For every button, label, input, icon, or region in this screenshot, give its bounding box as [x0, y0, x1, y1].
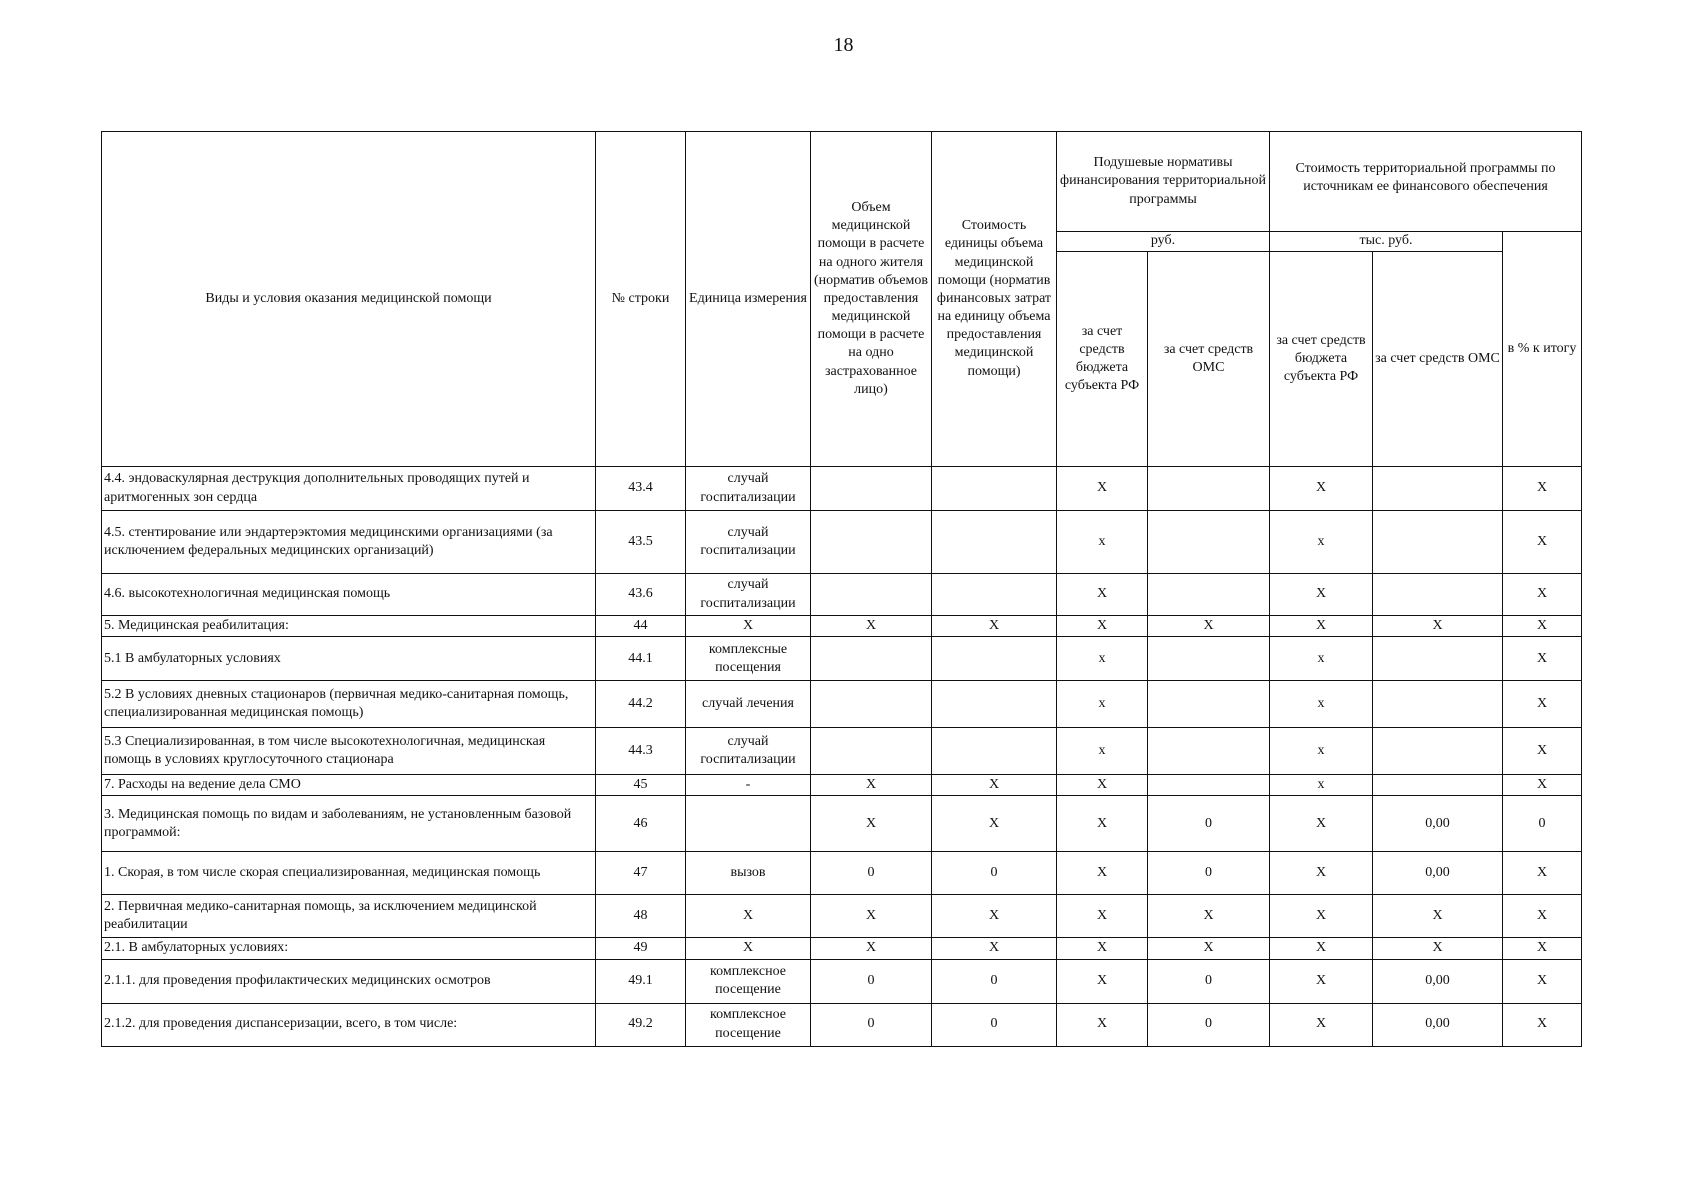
cell-unit: X [686, 895, 811, 938]
header-per-capita-oms: за счет средств ОМС [1148, 252, 1270, 467]
table-row [102, 728, 1582, 775]
cell-tp-oms: 0,00 [1373, 1003, 1503, 1046]
cell-pc-budget: X [1057, 574, 1148, 616]
cell-tp-budget: x [1270, 681, 1373, 728]
cell-cost: X [932, 938, 1057, 959]
cell-percent: X [1503, 574, 1582, 616]
cell-pc-budget: X [1057, 467, 1148, 511]
header-program-budget: за счет средств бюджета субъекта РФ [1270, 252, 1373, 467]
cell-pc-oms [1148, 728, 1270, 775]
header-cost-per-unit: Стоимость единицы объема медицинской помощи (норматив финансовых затрат на единицу объема предоставления медицинской помощи) [932, 132, 1057, 467]
cell-tp-budget: x [1270, 511, 1373, 574]
cell-cost: 0 [932, 852, 1057, 895]
cell-unit: комплексное посещение [686, 959, 811, 1003]
header-program-cost-group: Стоимость территориальной программы по источникам ее финансового обеспечения [1270, 132, 1582, 232]
cell-row-number: 47 [596, 852, 686, 895]
cell-tp-budget: x [1270, 637, 1373, 681]
header-percent-total: в % к итогу [1503, 232, 1582, 467]
header-unit: Единица измерения [686, 132, 811, 467]
cell-percent: X [1503, 775, 1582, 796]
cell-percent: X [1503, 681, 1582, 728]
table-row [102, 895, 1582, 938]
cell-pc-oms: X [1148, 616, 1270, 637]
cell-name: 2.1.1. для проведения профилактических медицинских осмотров [102, 959, 596, 1003]
header-thous-rub: тыс. руб. [1270, 232, 1503, 252]
table-row [102, 959, 1582, 1003]
cell-cost [932, 637, 1057, 681]
cell-tp-budget: X [1270, 895, 1373, 938]
cell-percent: X [1503, 637, 1582, 681]
cell-pc-budget: X [1057, 1003, 1148, 1046]
cell-pc-oms: X [1148, 938, 1270, 959]
cell-unit: - [686, 775, 811, 796]
header-row-number: № строки [596, 132, 686, 467]
header-per-capita-budget: за счет средств бюджета субъекта РФ [1057, 252, 1148, 467]
cell-name: 3. Медицинская помощь по видам и заболеваниям, не установленным базовой программой: [102, 796, 596, 852]
cell-name: 4.6. высокотехнологичная медицинская помощь [102, 574, 596, 616]
cell-unit: случай лечения [686, 681, 811, 728]
cell-cost [932, 574, 1057, 616]
cell-pc-budget: X [1057, 852, 1148, 895]
cell-pc-oms [1148, 467, 1270, 511]
cell-percent: X [1503, 728, 1582, 775]
header-per-capita-group: Подушевые нормативы финансирования территориальной программы [1057, 132, 1270, 232]
cell-volume [811, 681, 932, 728]
cell-pc-oms: 0 [1148, 1003, 1270, 1046]
cell-volume [811, 574, 932, 616]
cell-volume [811, 728, 932, 775]
cell-volume: X [811, 796, 932, 852]
cell-cost: 0 [932, 1003, 1057, 1046]
cell-name: 5. Медицинская реабилитация: [102, 616, 596, 637]
page-number: 18 [833, 34, 854, 56]
cell-pc-budget: X [1057, 796, 1148, 852]
cell-row-number: 48 [596, 895, 686, 938]
cell-tp-oms: 0,00 [1373, 959, 1503, 1003]
cell-name: 4.5. стентирование или эндартерэктомия медицинскими организациями (за исключением федеральных медицинских организаций) [102, 511, 596, 574]
cell-tp-oms: X [1373, 895, 1503, 938]
cell-pc-oms: 0 [1148, 959, 1270, 1003]
cell-tp-budget: X [1270, 574, 1373, 616]
cell-tp-oms: X [1373, 938, 1503, 959]
cell-cost: X [932, 616, 1057, 637]
cell-row-number: 44.3 [596, 728, 686, 775]
cell-name: 2. Первичная медико-санитарная помощь, за исключением медицинской реабилитации [102, 895, 596, 938]
cell-cost: X [932, 895, 1057, 938]
cell-volume: X [811, 616, 932, 637]
cell-name: 4.4. эндоваскулярная деструкция дополнительных проводящих путей и аритмогенных зон сердца [102, 467, 596, 511]
cell-unit: случай госпитализации [686, 511, 811, 574]
cell-name: 5.3 Специализированная, в том числе высокотехнологичная, медицинская помощь в условиях круглосуточного стационара [102, 728, 596, 775]
cell-unit: X [686, 938, 811, 959]
cell-row-number: 49.1 [596, 959, 686, 1003]
cell-unit: X [686, 616, 811, 637]
cell-row-number: 44.2 [596, 681, 686, 728]
cell-volume: 0 [811, 852, 932, 895]
cell-volume: 0 [811, 959, 932, 1003]
table-row [102, 467, 1582, 511]
cell-tp-budget: X [1270, 1003, 1373, 1046]
cell-volume: X [811, 895, 932, 938]
cell-name: 1. Скорая, в том числе скорая специализированная, медицинская помощь [102, 852, 596, 895]
cell-tp-oms: X [1373, 616, 1503, 637]
financing-table [101, 131, 1582, 1047]
cell-pc-budget: X [1057, 775, 1148, 796]
cell-row-number: 43.5 [596, 511, 686, 574]
cell-pc-oms [1148, 574, 1270, 616]
cell-tp-oms [1373, 574, 1503, 616]
cell-pc-budget: x [1057, 637, 1148, 681]
cell-pc-budget: x [1057, 681, 1148, 728]
cell-percent: X [1503, 616, 1582, 637]
cell-tp-oms: 0,00 [1373, 852, 1503, 895]
cell-unit [686, 796, 811, 852]
cell-unit: комплексное посещение [686, 1003, 811, 1046]
cell-cost: X [932, 796, 1057, 852]
cell-pc-budget: x [1057, 728, 1148, 775]
cell-volume [811, 511, 932, 574]
cell-cost: 0 [932, 959, 1057, 1003]
cell-tp-oms [1373, 637, 1503, 681]
cell-cost: X [932, 775, 1057, 796]
cell-percent: X [1503, 938, 1582, 959]
cell-pc-oms [1148, 681, 1270, 728]
cell-pc-oms: 0 [1148, 852, 1270, 895]
cell-row-number: 49 [596, 938, 686, 959]
cell-percent: 0 [1503, 796, 1582, 852]
cell-tp-oms [1373, 728, 1503, 775]
header-type-of-care: Виды и условия оказания медицинской помощи [102, 132, 596, 467]
cell-volume: 0 [811, 1003, 932, 1046]
cell-percent: X [1503, 895, 1582, 938]
cell-cost [932, 728, 1057, 775]
cell-volume [811, 637, 932, 681]
cell-name: 5.1 В амбулаторных условиях [102, 637, 596, 681]
cell-tp-budget: X [1270, 938, 1373, 959]
cell-pc-budget: X [1057, 959, 1148, 1003]
cell-volume: X [811, 938, 932, 959]
cell-volume [811, 467, 932, 511]
cell-pc-oms [1148, 511, 1270, 574]
cell-name: 5.2 В условиях дневных стационаров (первичная медико-санитарная помощь, специализированная медицинская помощь) [102, 681, 596, 728]
header-program-oms: за счет средств ОМС [1373, 252, 1503, 467]
cell-name: 2.1. В амбулаторных условиях: [102, 938, 596, 959]
cell-row-number: 44.1 [596, 637, 686, 681]
table-row [102, 637, 1582, 681]
table-row [102, 775, 1582, 796]
cell-tp-budget: x [1270, 775, 1373, 796]
table-row [102, 796, 1582, 852]
cell-volume: X [811, 775, 932, 796]
cell-pc-oms [1148, 637, 1270, 681]
cell-tp-oms [1373, 467, 1503, 511]
cell-tp-budget: X [1270, 616, 1373, 637]
cell-tp-oms: 0,00 [1373, 796, 1503, 852]
cell-row-number: 49.2 [596, 1003, 686, 1046]
cell-pc-budget: X [1057, 895, 1148, 938]
cell-cost [932, 467, 1057, 511]
table-row [102, 574, 1582, 616]
cell-tp-budget: x [1270, 728, 1373, 775]
table-row [102, 852, 1582, 895]
cell-pc-budget: X [1057, 616, 1148, 637]
cell-tp-budget: X [1270, 467, 1373, 511]
cell-percent: X [1503, 959, 1582, 1003]
cell-pc-oms [1148, 775, 1270, 796]
cell-tp-oms [1373, 511, 1503, 574]
cell-pc-oms: X [1148, 895, 1270, 938]
cell-percent: X [1503, 852, 1582, 895]
header-rub: руб. [1057, 232, 1270, 252]
table-body [102, 467, 1582, 1047]
cell-name: 7. Расходы на ведение дела СМО [102, 775, 596, 796]
table-row [102, 938, 1582, 959]
cell-unit: случай госпитализации [686, 574, 811, 616]
cell-unit: комплексные посещения [686, 637, 811, 681]
cell-percent: X [1503, 467, 1582, 511]
cell-row-number: 46 [596, 796, 686, 852]
cell-cost [932, 511, 1057, 574]
cell-pc-oms: 0 [1148, 796, 1270, 852]
table-row [102, 511, 1582, 574]
cell-row-number: 43.6 [596, 574, 686, 616]
header-volume: Объем медицинской помощи в расчете на одного жителя (норматив объемов предоставления медицинской помощи в расчете на одно застрахованное лицо) [811, 132, 932, 467]
table-row [102, 616, 1582, 637]
cell-tp-oms [1373, 681, 1503, 728]
cell-unit: случай госпитализации [686, 728, 811, 775]
cell-tp-oms [1373, 775, 1503, 796]
cell-cost [932, 681, 1057, 728]
table-row [102, 681, 1582, 728]
cell-row-number: 45 [596, 775, 686, 796]
cell-percent: X [1503, 511, 1582, 574]
cell-tp-budget: X [1270, 796, 1373, 852]
cell-pc-budget: x [1057, 511, 1148, 574]
cell-name: 2.1.2. для проведения диспансеризации, всего, в том числе: [102, 1003, 596, 1046]
cell-row-number: 44 [596, 616, 686, 637]
table-row [102, 1003, 1582, 1046]
cell-unit: вызов [686, 852, 811, 895]
cell-row-number: 43.4 [596, 467, 686, 511]
cell-tp-budget: X [1270, 852, 1373, 895]
cell-tp-budget: X [1270, 959, 1373, 1003]
cell-unit: случай госпитализации [686, 467, 811, 511]
cell-pc-budget: X [1057, 938, 1148, 959]
cell-percent: X [1503, 1003, 1582, 1046]
